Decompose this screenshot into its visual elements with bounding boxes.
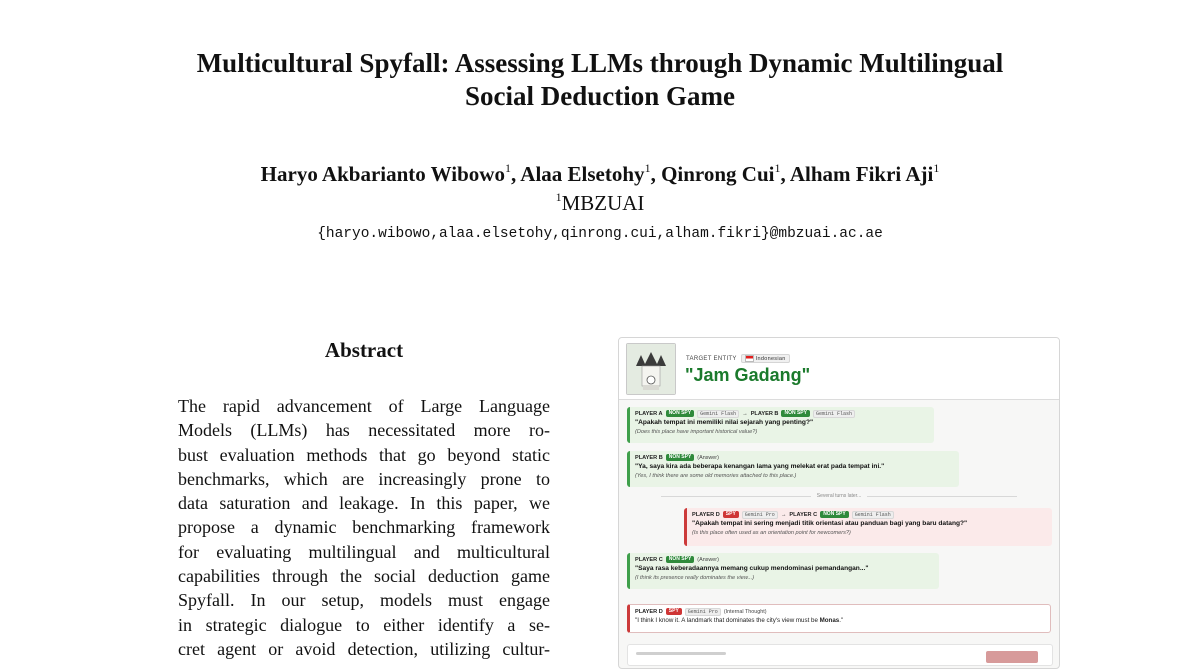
role-badge: SPY (666, 608, 682, 615)
landmark-image (626, 343, 676, 395)
abstract-line: capabilities through the social deduction game (178, 566, 550, 587)
speaker-name: PLAYER B (635, 454, 663, 461)
author-affiliation-mark: 1 (504, 161, 511, 175)
message-quote: "Apakah tempat ini memiliki nilai sejarah yang penting?" (635, 419, 814, 426)
thought-text-end: ." (839, 617, 844, 624)
author-list (100, 161, 1100, 187)
message-note: (Internal Thought) (723, 608, 767, 615)
model-tag: Gemini Pro (685, 608, 721, 616)
abstract-line: The rapid advancement of Large Language (178, 396, 550, 416)
abstract-line: Spyfall. In our setup, models must engage (178, 590, 550, 611)
thought-text-start: "I think I know it. A landmark that dominates the city's view must be (635, 617, 820, 624)
abstract-line: for evaluating multilingual and multicultural (178, 541, 550, 562)
message-header (635, 607, 1045, 616)
arrow-right-icon: → (780, 511, 787, 518)
role-badge: NON SPY (820, 511, 849, 518)
abstract-line: cret agent or avoid detection, utilizing cultur- (178, 638, 550, 659)
arrow-right-icon: → (742, 410, 748, 417)
message-quote: "Apakah tempat ini sering menjadi titik orientasi atau panduan bagi yang baru datang?" (692, 520, 968, 527)
separator-text: Several turns later... (816, 493, 862, 499)
target-entity-card (619, 338, 1059, 400)
affiliation-mark: 1 (555, 190, 562, 204)
language-tag (741, 354, 790, 363)
abstract-body (178, 394, 550, 661)
result-panel (627, 644, 1053, 666)
paper-title-line-2: Social Deduction Game (465, 81, 735, 111)
author-separator: , (510, 162, 521, 186)
thought-text (635, 616, 1045, 626)
message-quote: "Saya rasa keberadaannya memang cukup mendominasi pemandangan..." (635, 565, 869, 572)
target-entity-caption: TARGET ENTITY (686, 355, 737, 362)
target-entity-label (686, 354, 790, 363)
role-badge: NON SPY (666, 556, 695, 563)
clock-tower-icon (627, 344, 675, 394)
affiliation-name: MBZUAI (561, 191, 645, 215)
author-emails[interactable]: {haryo.wibowo,alaa.elsetohy,qinrong.cui,alham.fikri}@mbzuai.ac.ae (317, 226, 883, 242)
model-tag: Gemini Flash (852, 511, 894, 519)
thought-guess: Monas (819, 617, 840, 624)
language-name: Indonesian (755, 355, 786, 362)
abstract-line: data saturation and leakage. In this paper, we (178, 493, 550, 514)
model-tag: Gemini Pro (742, 511, 778, 519)
paper-title (150, 47, 1050, 113)
role-badge: NON SPY (781, 410, 810, 417)
message-note: (Answer) (697, 556, 719, 563)
dialogue-message (627, 407, 934, 443)
role-badge: SPY (723, 511, 739, 518)
indonesia-flag-icon (745, 355, 754, 362)
author-name: Alaa Elsetohy (520, 162, 645, 186)
abstract-line: benchmarks, which are increasingly prone to (178, 468, 550, 489)
message-header (635, 453, 954, 462)
spyfall-figure (618, 337, 1060, 669)
message-translation: (I think its presence really dominates the view...) (635, 575, 755, 581)
role-badge: NON SPY (666, 410, 695, 417)
author-name: Alham Fikri Aji (789, 162, 934, 186)
role-badge: NON SPY (666, 454, 695, 461)
author-name: Qinrong Cui (661, 162, 775, 186)
speaker-name: PLAYER D (635, 608, 663, 615)
author-separator: , (780, 162, 790, 186)
abstract-line: bust evaluation methods that go beyond static (178, 444, 550, 465)
result-badge (986, 651, 1038, 663)
dialogue-message (684, 508, 1052, 546)
author-affiliation-mark: 1 (644, 161, 651, 175)
abstract-heading: Abstract (324, 338, 404, 362)
model-tag: Gemini Flash (813, 410, 855, 418)
turn-separator (619, 493, 1059, 499)
target-entity-name: "Jam Gadang" (685, 365, 811, 385)
message-translation: (Yes, I think there are some old memories attached to this place.) (635, 473, 797, 479)
separator-rule (867, 496, 1017, 497)
addressee-name: PLAYER B (750, 410, 779, 417)
author-affiliation-mark: 1 (933, 161, 940, 175)
result-text-placeholder (636, 652, 726, 655)
speaker-name: PLAYER C (635, 556, 663, 563)
abstract-line: propose a dynamic benchmarking framework (178, 517, 550, 538)
author-affiliation-mark: 1 (774, 161, 781, 175)
author-name: Haryo Akbarianto Wibowo (260, 162, 505, 186)
dialogue-message (627, 553, 939, 589)
affiliation (100, 190, 1100, 216)
addressee-name: PLAYER C (789, 511, 818, 518)
message-quote: "Ya, saya kira ada beberapa kenangan lama yang melekat erat pada tempat ini." (635, 463, 885, 470)
message-note: (Answer) (697, 454, 719, 461)
speaker-name: PLAYER D (692, 511, 720, 518)
internal-thought-message (627, 604, 1051, 633)
abstract-line: in strategic dialogue to either identify a se- (178, 614, 550, 635)
abstract-line: Models (LLMs) has necessitated more ro- (178, 420, 550, 441)
message-header (635, 555, 934, 564)
speaker-name: PLAYER A (635, 410, 663, 417)
author-separator: , (650, 162, 662, 186)
message-translation: (Does this place have important historical value?) (635, 429, 758, 435)
message-header (635, 409, 929, 418)
message-header (692, 510, 1047, 519)
model-tag: Gemini Flash (697, 410, 739, 418)
separator-rule (661, 496, 811, 497)
paper-title-line-1: Multicultural Spyfall: Assessing LLMs through Dynamic Multilingual (196, 48, 1004, 78)
dialogue-message (627, 451, 959, 487)
message-translation: (Is this place often used as an orientation point for newcomers?) (692, 530, 851, 536)
